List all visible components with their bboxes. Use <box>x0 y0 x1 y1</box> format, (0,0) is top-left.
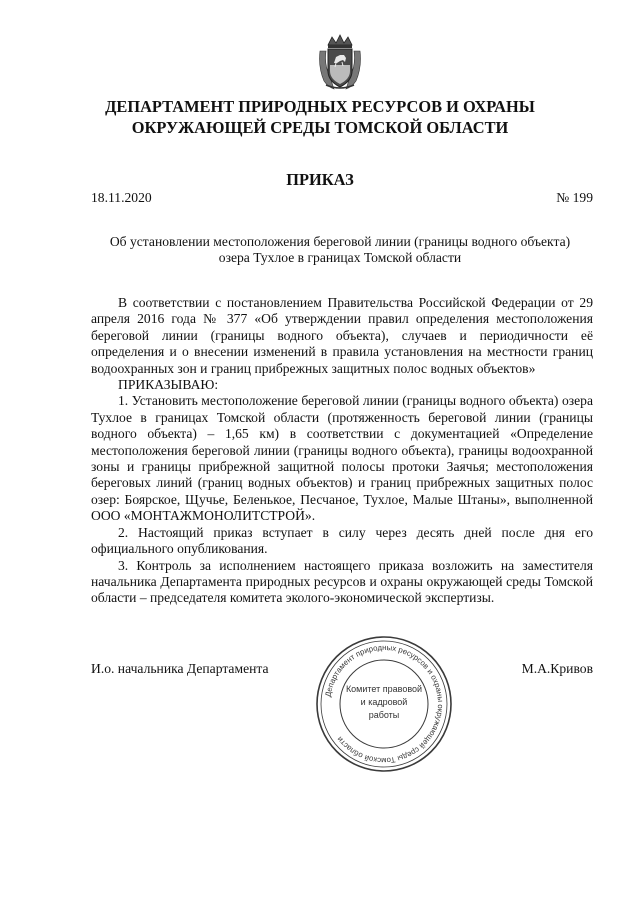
stamp-ring-text: Департамент природных ресурсов и охраны окружающей среды Томской области <box>323 642 446 766</box>
order-subject-line-2: озера Тухлое в границах Томской области <box>218 250 462 266</box>
order-title: ПРИКАЗ <box>286 170 354 189</box>
decree-word: ПРИКАЗЫВАЮ: <box>118 377 219 393</box>
department-name <box>0 97 640 138</box>
stamp-center-line-2: и кадровой <box>360 697 408 707</box>
order-number: № 199 <box>556 190 593 205</box>
department-name-line-2: ОКРУЖАЮЩЕЙ СРЕДЫ ТОМСКОЙ ОБЛАСТИ <box>131 117 509 137</box>
order-item-3: 3. Контроль за исполнением настоящего приказа возложить на заместителя начальника Департамента природных ресурсов и охраны окружающей среды Томской области – председателя комитета эколого-экономической экспертизы. <box>91 557 593 606</box>
stamp-center-line-1: Комитет правовой <box>345 684 423 694</box>
order-body <box>91 295 593 607</box>
signer-position: И.о. начальника Департамента <box>91 661 269 676</box>
order-item-2: 2. Настоящий приказ вступает в силу через десять дней после дня его официального опубликования. <box>91 524 593 557</box>
order-item-1: 1. Установить местоположение береговой линии (границы водного объекта) озера Тухлое в границах Томской области (протяженность береговой линии (границы водного объекта) – 1,65 км) в соответствии с документацией «Определение местоположения береговой линии (границы водного объекта), границы водоохранной зоны и границы прибрежной защитной полосы протоки Заячья; местоположения береговых линий (границ водных объектов) и границ прибрежных защитных полос озер: Боярское, Щучье, Беленькое, Песчаное, Тухлое, Малые Штаны», выполненной ООО «МОНТАЖМОНОЛИТСТРОЙ». <box>91 393 593 524</box>
coat-of-arms-icon <box>318 33 362 91</box>
signer-name: М.А.Кривов <box>521 661 593 676</box>
official-stamp <box>314 634 454 774</box>
stamp-seal-icon <box>314 634 454 774</box>
preamble-paragraph: В соответствии с постановлением Правительства Российской Федерации от 29 апреля 2016 года № 377 «Об утверждении правил определения местоположения береговой линии (границы водного объекта), случаев и периодичности её определения и о внесении изменений в правила установления на местности границ водоохранных зон и границ прибрежных защитных полос водных объектов» <box>91 295 593 376</box>
department-name-line-1: ДЕПАРТАМЕНТ ПРИРОДНЫХ РЕСУРСОВ И ОХРАНЫ <box>105 97 535 116</box>
order-subject-line-1: Об установлении местоположения береговой линии (границы водного объекта) <box>109 234 571 249</box>
order-date: 18.11.2020 <box>91 190 152 205</box>
stamp-center-line-3: работы <box>368 710 400 720</box>
order-subject <box>60 234 620 267</box>
